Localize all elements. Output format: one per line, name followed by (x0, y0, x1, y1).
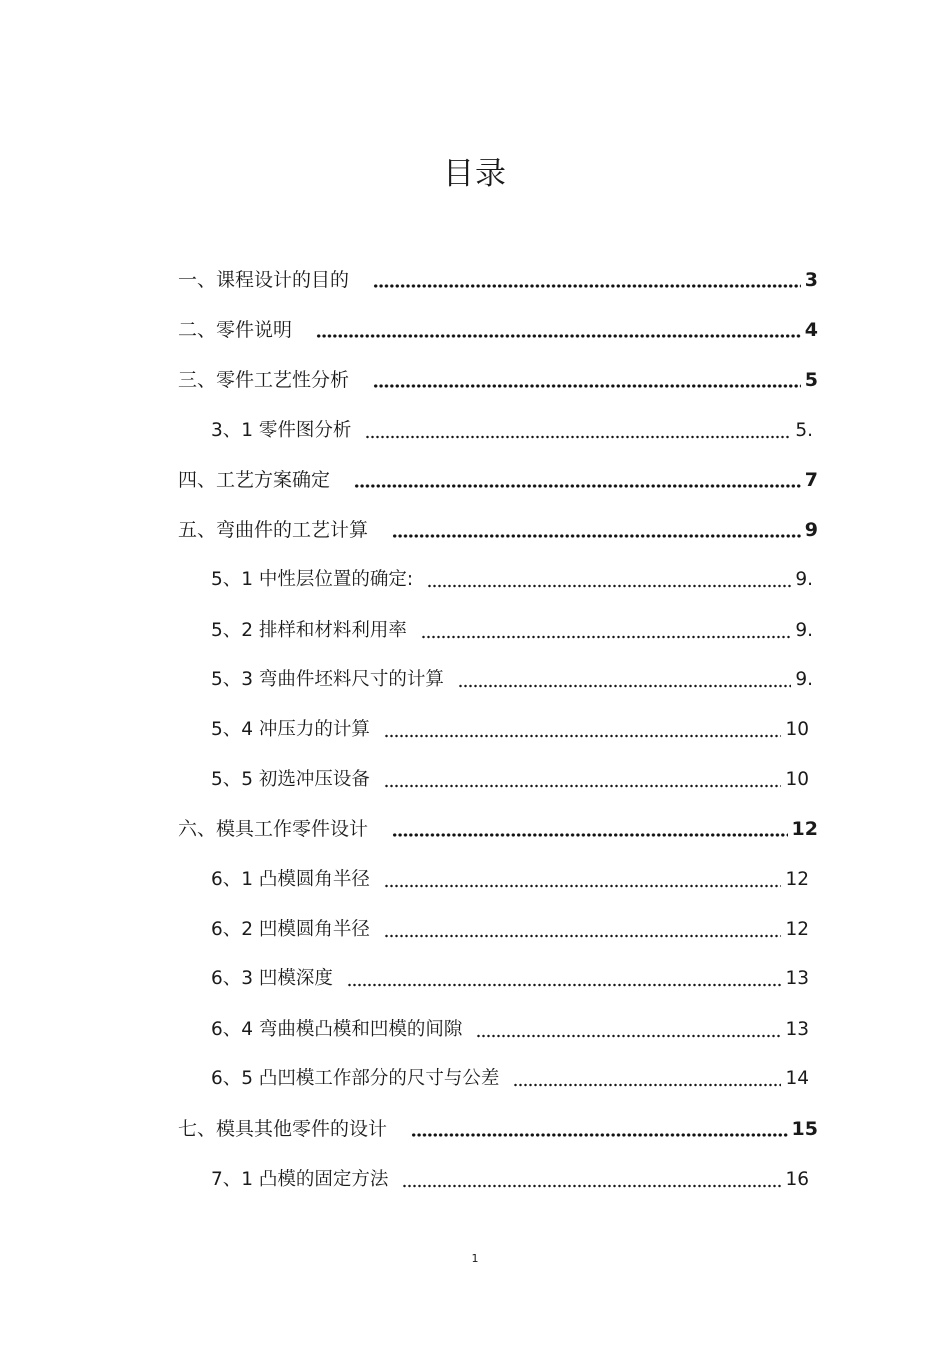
toc-entry[interactable] (211, 1164, 809, 1196)
page-title: 目录 (443, 156, 507, 192)
toc-entry-label: 5、5 初选冲压设备 (211, 769, 370, 790)
toc-leader-dots (476, 1034, 781, 1038)
toc-leader-dots (392, 534, 801, 538)
toc-entry-label: 7、1 凸模的固定方法 (211, 1169, 389, 1190)
toc-entry-page: 13 (785, 1019, 809, 1040)
toc-entry-page: 12 (791, 818, 818, 840)
toc-entry-page: 16 (785, 1169, 809, 1190)
toc-entry-page: 10 (785, 719, 809, 740)
toc-entry[interactable] (211, 914, 809, 946)
toc-leader-dots (421, 635, 791, 639)
toc-entry[interactable] (211, 864, 809, 896)
toc-entry-label: 6、1 凸模圆角半径 (211, 869, 370, 890)
toc-entry[interactable] (178, 314, 818, 346)
toc-entry-label: 六、模具工作零件设计 (178, 818, 369, 840)
toc-entry-label: 5、4 冲压力的计算 (211, 719, 370, 740)
toc-leader-dots (354, 484, 801, 488)
toc-entry[interactable] (178, 1113, 818, 1145)
toc-leader-dots (384, 934, 782, 938)
toc-entry-label: 6、3 凹模深度 (211, 968, 333, 989)
toc-leader-dots (427, 584, 791, 588)
toc-leader-dots (373, 284, 801, 288)
toc-entry-label: 5、1 中性层位置的确定: (211, 569, 414, 590)
toc-entry[interactable] (178, 514, 818, 546)
toc-entry-page: 4 (804, 319, 818, 341)
toc-entry-label: 一、课程设计的目的 (178, 269, 350, 291)
toc-leader-dots (347, 983, 782, 987)
toc-leader-dots (392, 833, 788, 837)
toc-entry-page: 7 (804, 469, 818, 491)
toc-leader-dots (373, 384, 801, 388)
toc-entry-page: 13 (785, 968, 809, 989)
toc-leader-dots (384, 734, 782, 738)
toc-entry-label: 3、1 零件图分析 (211, 420, 352, 441)
toc-entry[interactable] (211, 1063, 809, 1095)
toc-leader-dots (411, 1133, 788, 1137)
toc-entry-label: 5、2 排样和材料利用率 (211, 620, 407, 641)
toc-leader-dots (365, 435, 791, 439)
toc-entry-page: 14 (785, 1068, 809, 1089)
toc-entry[interactable] (211, 564, 813, 596)
toc-entry[interactable] (211, 664, 813, 696)
toc-entry[interactable] (211, 764, 809, 796)
toc-entry-label: 七、模具其他零件的设计 (178, 1118, 388, 1140)
toc-entry-page: 9. (795, 569, 813, 590)
toc-entry-label: 5、3 弯曲件坯料尺寸的计算 (211, 669, 444, 690)
toc-entry[interactable] (211, 714, 809, 746)
toc-leader-dots (384, 784, 782, 788)
toc-entry[interactable] (211, 415, 813, 447)
toc-entry[interactable] (211, 1014, 809, 1046)
toc-entry-page: 9. (795, 669, 813, 690)
toc-leader-dots (316, 334, 801, 338)
toc-entry[interactable] (211, 963, 809, 995)
toc-entry-page: 10 (785, 769, 809, 790)
toc-entry-page: 9 (804, 519, 818, 541)
toc-entry-page: 12 (785, 869, 809, 890)
toc-entry[interactable] (178, 464, 818, 496)
toc-entry-label: 6、4 弯曲模凸模和凹模的间隙 (211, 1019, 463, 1040)
page-number: 1 (471, 1252, 479, 1265)
toc-leader-dots (513, 1083, 781, 1087)
toc-entry-page: 3 (804, 269, 818, 291)
toc-entry-label: 四、工艺方案确定 (178, 469, 331, 491)
toc-leader-dots (384, 884, 782, 888)
toc-entry-page: 5. (795, 420, 813, 441)
toc-entry-page: 15 (791, 1118, 818, 1140)
toc-entry-page: 9. (795, 620, 813, 641)
toc-entry-label: 五、弯曲件的工艺计算 (178, 519, 369, 541)
toc-entry-label: 二、零件说明 (178, 319, 293, 341)
toc-entry-label: 6、5 凸凹模工作部分的尺寸与公差 (211, 1068, 500, 1089)
toc-entry[interactable] (178, 364, 818, 396)
toc-entry-label: 6、2 凹模圆角半径 (211, 919, 370, 940)
toc-entry-label: 三、零件工艺性分析 (178, 369, 350, 391)
toc-leader-dots (458, 684, 791, 688)
toc-entry-page: 12 (785, 919, 809, 940)
toc-entry[interactable] (211, 615, 813, 647)
toc-entry-page: 5 (804, 369, 818, 391)
toc-entry[interactable] (178, 264, 818, 296)
toc-leader-dots (402, 1184, 781, 1188)
toc-entry[interactable] (178, 813, 818, 845)
